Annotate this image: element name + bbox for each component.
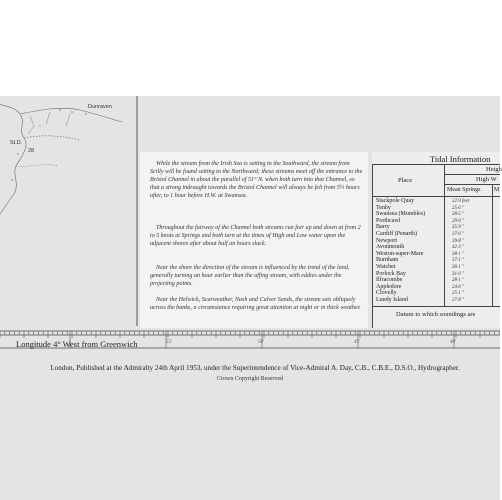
town-label: 28 — [28, 148, 35, 154]
longitude-minute: 45' — [354, 340, 361, 345]
tidal-place: Ilfracombe — [376, 277, 403, 284]
column-header-place: Place — [398, 177, 413, 184]
tidal-place: Watchet — [376, 264, 396, 270]
tidal-place: Tenby — [376, 204, 391, 211]
tidal-title: Tidal Information — [430, 154, 491, 164]
tidal-place: Appledore — [376, 283, 402, 290]
tidal-value: 35·9 " — [452, 225, 465, 231]
tidal-place: Burnham — [376, 257, 399, 264]
tidal-place: Stackpole Quay — [376, 198, 415, 204]
tidal-value: 28·5 " — [452, 212, 465, 218]
longitude-label: Longitude 4° West from Greenwich — [16, 339, 138, 349]
tidal-value: 28·1 " — [452, 278, 465, 284]
table-rule — [372, 196, 500, 197]
column-header-m: M — [494, 187, 500, 193]
table-rule — [372, 164, 500, 165]
column-header-height: Heigh — [486, 166, 502, 173]
publication-imprint: London, Published at the Admiralty 24th April 1953, under the Superintendence of Vice-Admiral A. Day, C.B., C.B.E., D.S.O., Hydrographer. — [50, 364, 460, 372]
tidal-place: Newport — [376, 237, 397, 244]
town-label: Dunraven — [88, 104, 112, 110]
datum-note: Datum to which soundings are — [396, 311, 476, 318]
tidal-place: Cardiff (Penarth) — [376, 231, 418, 237]
note-paragraph: Throughout the fairway of the Channel both streams run fair up and down at from 2 to 5 knots at Springs and both turn at the times of High and Low water upon the adjacent shores after about half an hours slack. — [150, 225, 361, 247]
table-rule — [444, 174, 500, 175]
town-label: St.D. — [10, 140, 23, 146]
coastline-map — [0, 96, 138, 326]
tidal-value: 29·9 " — [452, 218, 465, 224]
note-paragraph: While the stream from the Irish Sea is setting to the Southward, the stream from Scilly will be found setting to the Northward; these streams meet off the entrance to the Bristol Channel in about the parallel of 51° N. when both turn into that Channel, so that a strong indraught towards the Bristol Channel will always be felt from 5½ hours after, to 1 hour before H.W. at Swansea. — [150, 161, 363, 199]
tidal-place: Weston-super-Mare — [376, 250, 424, 257]
tidal-value: 27·8 " — [452, 298, 465, 303]
tidal-place: Barry — [376, 224, 390, 231]
longitude-minute: 40' — [450, 340, 457, 345]
tidal-place: Porthcawl — [376, 217, 401, 224]
tidal-place: Porlock Bay — [376, 270, 406, 277]
table-rule — [492, 184, 493, 306]
tidal-place: Lundy Island — [376, 297, 408, 303]
tidal-value: 42·3 " — [452, 245, 465, 251]
column-header-high-water: High W — [476, 176, 497, 183]
note-paragraph: Near the shore the direction of the stream is influenced by the trend of the land, generally turning an hour earlier than the offing stream, with eddies under the projecting points. — [150, 265, 350, 287]
table-rule — [444, 164, 445, 306]
tidal-value: 37·1 " — [452, 258, 465, 264]
tidal-value: 37·6 " — [452, 232, 465, 237]
tidal-value: 31·6 " — [452, 271, 465, 277]
tidal-place: Avonmouth — [376, 244, 405, 251]
column-header-mean-springs: Mean Springs — [447, 187, 481, 193]
longitude-minute: 50' — [258, 340, 265, 345]
tidal-value: 38·1 " — [452, 251, 465, 257]
tidal-place: Clovelly — [376, 290, 397, 297]
table-rule — [372, 306, 500, 307]
tidal-place: Swansea (Mumbles) — [376, 211, 426, 218]
longitude-minute: 55' — [166, 340, 173, 345]
top-margin — [0, 0, 500, 96]
table-rule — [372, 164, 373, 328]
tidal-value: 36·1 " — [452, 265, 465, 270]
tidal-value: 25·1 " — [452, 291, 465, 297]
tidal-value: 39·8 " — [452, 238, 465, 244]
copyright-notice: Crown Copyright Reserved — [217, 376, 283, 382]
tidal-value: 25·6 " — [452, 205, 465, 211]
tidal-value: 24·6 " — [452, 284, 465, 290]
note-paragraph: Near the Helwick, Scarweather, Nash and Culver Sands, the stream sets obliquely across the banks, a circumstance requiring great attention at night or in thick weather. — [150, 297, 361, 311]
tidal-value: 22·9 feet — [452, 199, 470, 204]
